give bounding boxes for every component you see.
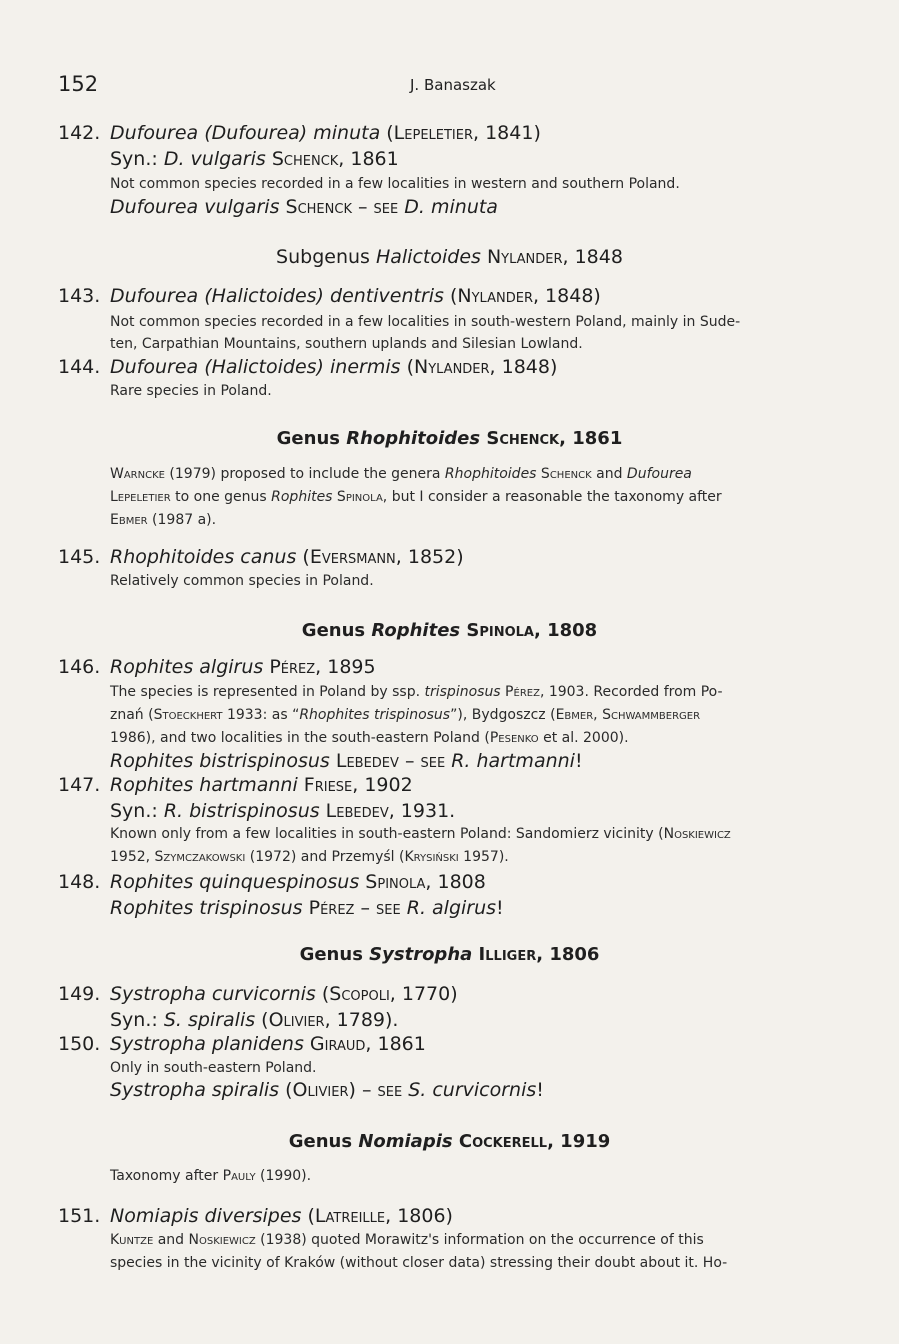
genus-heading: Genus Nomiapis Cockerell, 1919 xyxy=(288,1131,611,1152)
species-entry xyxy=(110,871,486,893)
genus-heading: Genus Systropha Illiger, 1806 xyxy=(299,944,600,965)
species-name: Dufourea (Dufourea) minuta xyxy=(110,122,381,144)
genus-heading: Genus Rhophitoides Schenck, 1861 xyxy=(276,428,623,449)
species-name: Systropha curvicornis xyxy=(110,983,316,1005)
species-note: Rare species in Poland. xyxy=(110,383,272,399)
species-note: 1986), and two localities in the south-eastern Poland (Pesenko et al. 2000). xyxy=(110,730,629,746)
page-header xyxy=(58,72,848,102)
synonym-author: Lebedev, 1931. xyxy=(319,800,456,822)
species-name: Rophites hartmanni xyxy=(110,774,298,796)
species-entry xyxy=(110,656,376,678)
species-entry xyxy=(110,774,413,796)
synonym-line: Syn.: S. spiralis (Olivier, 1789). xyxy=(110,1009,399,1031)
page-number: 152 xyxy=(58,72,99,96)
species-note: Known only from a few localities in south-eastern Poland: Sandomierz vicinity (Noskiewicz xyxy=(110,826,731,842)
species-author: (Lepeletier, 1841) xyxy=(386,122,541,144)
species-note: species in the vicinity of Kraków (without closer data) stressing their doubt about it. Ho- xyxy=(110,1255,728,1271)
entry-number: 144. xyxy=(58,356,101,378)
cross-reference: Rophites trispinosus Pérez – see R. algirus! xyxy=(110,897,504,919)
entry-number: 148. xyxy=(58,871,101,893)
synonym-author: Schenck, 1861 xyxy=(265,148,399,170)
paragraph-line: Warncke (1979) proposed to include the genera Rhophitoides Schenck and Dufourea xyxy=(110,466,692,482)
entry-number: 145. xyxy=(58,546,101,568)
species-author: (Latreille, 1806) xyxy=(301,1205,453,1227)
species-entry xyxy=(110,1205,453,1227)
species-author: Friese, 1902 xyxy=(297,774,413,796)
entry-number: 146. xyxy=(58,656,101,678)
species-author: Spinola, 1808 xyxy=(359,871,486,893)
species-note: Only in south-eastern Poland. xyxy=(110,1060,317,1076)
species-author: (Scopoli, 1770) xyxy=(315,983,458,1005)
species-entry xyxy=(110,122,541,144)
species-name: Dufourea (Halictoides) dentiventris xyxy=(110,285,444,307)
species-author: Pérez, 1895 xyxy=(263,656,376,678)
synonym-author: (Olivier, 1789). xyxy=(255,1009,399,1031)
species-note: znań (Stoeckhert 1933: as “Rhophites trispinosus”), Bydgoszcz (Ebmer, Schwammberger xyxy=(110,707,701,723)
genus-heading: Genus Rophites Spinola, 1808 xyxy=(301,620,598,641)
running-head: J. Banaszak xyxy=(410,76,496,94)
species-entry xyxy=(110,546,464,568)
entry-number: 149. xyxy=(58,983,101,1005)
synonym-line: Syn.: D. vulgaris Schenck, 1861 xyxy=(110,148,399,170)
species-name: Dufourea (Halictoides) inermis xyxy=(110,356,401,378)
species-name: Rophites algirus xyxy=(110,656,264,678)
entry-number: 147. xyxy=(58,774,101,796)
species-note: Not common species recorded in a few localities in south-western Poland, mainly in Sude- xyxy=(110,314,741,330)
species-author: (Eversmann, 1852) xyxy=(296,546,464,568)
species-name: Rophites quinquespinosus xyxy=(110,871,360,893)
paragraph-line: Ebmer (1987 a). xyxy=(110,512,217,528)
entry-number: 142. xyxy=(58,122,101,144)
entry-number: 143. xyxy=(58,285,101,307)
species-entry xyxy=(110,1033,426,1055)
species-name: Systropha planidens xyxy=(110,1033,304,1055)
paragraph-line: Taxonomy after Pauly (1990). xyxy=(110,1168,312,1184)
species-author: (Nylander, 1848) xyxy=(400,356,558,378)
cross-reference: Systropha spiralis (Olivier) – see S. curvicornis! xyxy=(110,1079,544,1101)
species-name: Rhophitoides canus xyxy=(110,546,297,568)
species-note: Relatively common species in Poland. xyxy=(110,573,374,589)
species-author: (Nylander, 1848) xyxy=(443,285,601,307)
species-author: Giraud, 1861 xyxy=(303,1033,426,1055)
species-note: 1952, Szymczakowski (1972) and Przemyśl (Krysiński 1957). xyxy=(110,849,509,865)
species-note: Kuntze and Noskiewicz (1938) quoted Morawitz's information on the occurrence of this xyxy=(110,1232,704,1248)
species-entry xyxy=(110,356,557,378)
species-note: The species is represented in Poland by ssp. trispinosus Pérez, 1903. Recorded from Po- xyxy=(110,684,723,700)
entry-number: 151. xyxy=(58,1205,101,1227)
species-name: Nomiapis diversipes xyxy=(110,1205,302,1227)
species-note: ten, Carpathian Mountains, southern uplands and Silesian Lowland. xyxy=(110,336,583,352)
cross-reference: Rophites bistrispinosus Lebedev – see R. hartmanni! xyxy=(110,750,583,772)
species-entry xyxy=(110,983,458,1005)
synonym-name: R. bistrispinosus xyxy=(163,800,320,822)
species-entry xyxy=(110,285,601,307)
entry-number: 150. xyxy=(58,1033,101,1055)
synonym-name: S. spiralis xyxy=(163,1009,256,1031)
subgenus-heading: Subgenus Halictoides Nylander, 1848 xyxy=(276,246,623,268)
synonym-line: Syn.: R. bistrispinosus Lebedev, 1931. xyxy=(110,800,456,822)
paragraph-line: Lepeletier to one genus Rophites Spinola, but I consider a reasonable the taxonomy after xyxy=(110,489,722,505)
synonym-name: D. vulgaris xyxy=(163,148,266,170)
cross-reference: Dufourea vulgaris Schenck – see D. minuta xyxy=(110,196,498,218)
species-note: Not common species recorded in a few localities in western and southern Poland. xyxy=(110,176,680,192)
